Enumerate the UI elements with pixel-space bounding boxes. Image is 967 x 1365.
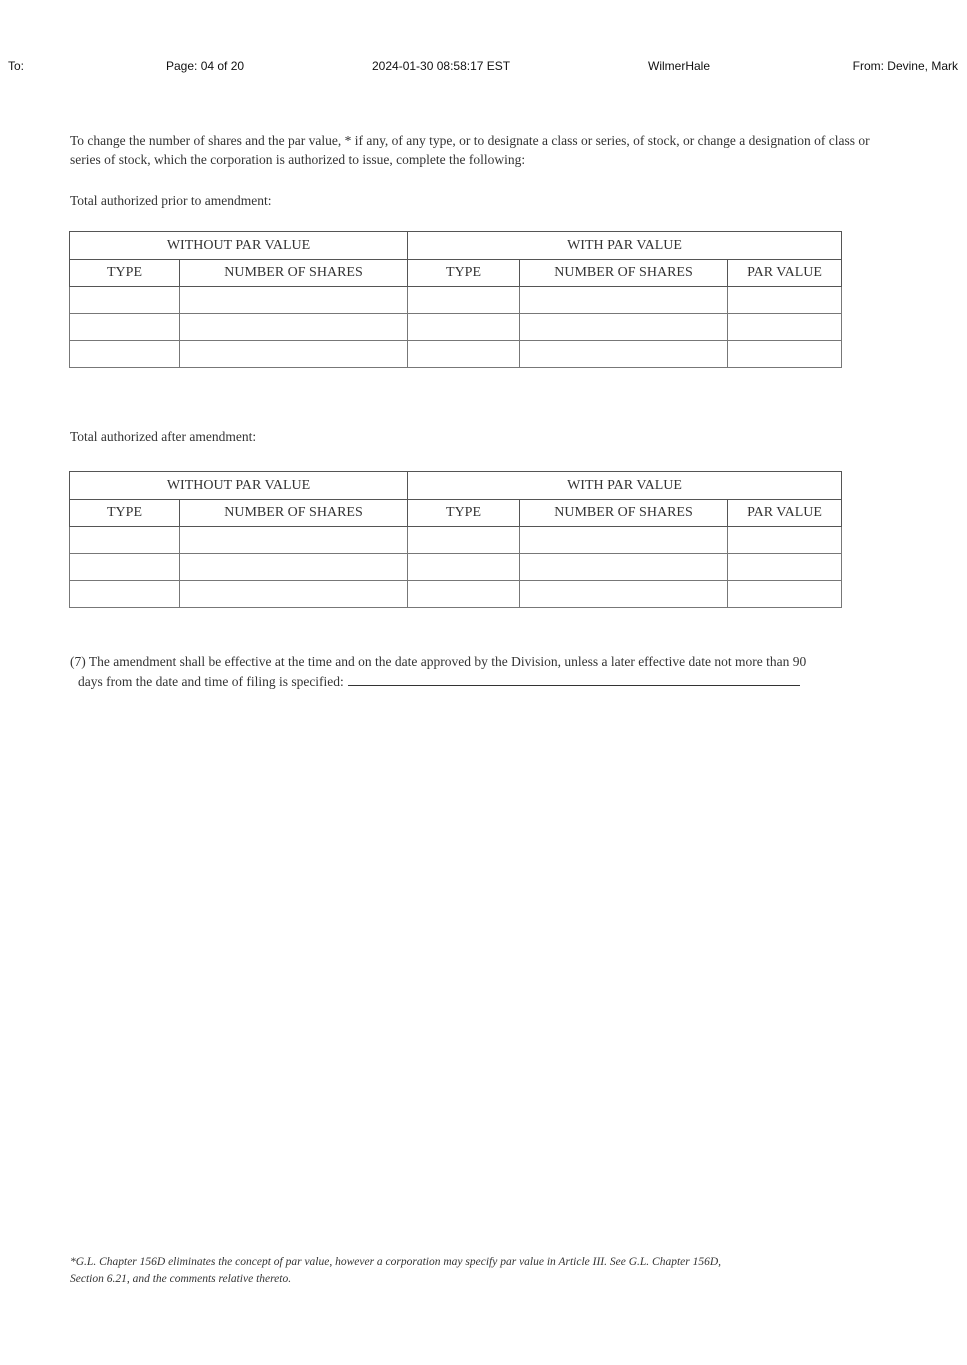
paragraph-7-effective-date [70,652,900,691]
col-type: TYPE [408,260,520,287]
col-number-of-shares: NUMBER OF SHARES [180,500,408,527]
input-cell[interactable] [180,527,408,554]
input-cell[interactable] [70,581,180,608]
col-par-value: PAR VALUE [728,500,842,527]
col-number-of-shares: NUMBER OF SHARES [520,260,728,287]
footnote-line-1: *G.L. Chapter 156D eliminates the concept of par value, however a corporation may specify par value in Article III. See G.L. Chapter 156D, [70,1256,722,1268]
paragraph-7-line-1: (7) The amendment shall be effective at the time and on the date approved by the Division, unless a later effective date not more than 90 [70,654,807,669]
table-row [70,287,842,314]
input-cell[interactable] [520,554,728,581]
input-cell[interactable] [728,554,842,581]
input-cell[interactable] [520,287,728,314]
paragraph-7-line-2: days from the date and time of filing is specified: [78,674,344,689]
footnote [70,1254,830,1288]
input-cell[interactable] [408,581,520,608]
input-cell[interactable] [70,287,180,314]
input-cell[interactable] [180,341,408,368]
input-cell[interactable] [728,287,842,314]
label-after-amendment: Total authorized after amendment: [70,429,257,444]
table-row [70,314,842,341]
input-cell[interactable] [408,314,520,341]
fax-firm: WilmerHale [648,59,711,73]
input-cell[interactable] [728,581,842,608]
header-with-par-value: WITH PAR VALUE [408,232,842,260]
input-cell[interactable] [520,527,728,554]
footnote-line-2: Section 6.21, and the comments relative thereto. [70,1273,292,1285]
input-cell[interactable] [70,554,180,581]
input-cell[interactable] [70,527,180,554]
input-cell[interactable] [70,314,180,341]
header-with-par-value: WITH PAR VALUE [408,472,842,500]
input-cell[interactable] [180,314,408,341]
input-cell[interactable] [180,581,408,608]
input-cell[interactable] [180,287,408,314]
input-cell[interactable] [408,527,520,554]
table-row [70,527,842,554]
col-type: TYPE [408,500,520,527]
fax-datetime: 2024-01-30 08:58:17 EST [372,59,511,73]
shares-table-prior [69,231,842,368]
col-par-value: PAR VALUE [728,260,842,287]
fax-from: From: Devine, Mark [852,59,958,73]
col-type: TYPE [70,500,180,527]
effective-date-blank-field[interactable] [348,671,800,686]
input-cell[interactable] [408,341,520,368]
header-without-par-value: WITHOUT PAR VALUE [70,232,408,260]
input-cell[interactable] [520,581,728,608]
input-cell[interactable] [728,314,842,341]
label-prior-amendment: Total authorized prior to amendment: [70,193,272,208]
paragraph-7-line-2-wrap [70,671,900,691]
fax-to: To: [8,59,25,73]
input-cell[interactable] [408,554,520,581]
fax-header [0,59,967,75]
col-number-of-shares: NUMBER OF SHARES [520,500,728,527]
input-cell[interactable] [180,554,408,581]
input-cell[interactable] [728,527,842,554]
input-cell[interactable] [520,314,728,341]
shares-table-after [69,471,842,608]
input-cell[interactable] [70,341,180,368]
col-type: TYPE [70,260,180,287]
input-cell[interactable] [728,341,842,368]
input-cell[interactable] [520,341,728,368]
col-number-of-shares: NUMBER OF SHARES [180,260,408,287]
input-cell[interactable] [408,287,520,314]
header-without-par-value: WITHOUT PAR VALUE [70,472,408,500]
fax-page-number: Page: 04 of 20 [166,59,245,73]
table-row [70,554,842,581]
table-row [70,341,842,368]
table-row [70,581,842,608]
intro-paragraph: To change the number of shares and the par value, * if any, of any type, or to designate a class or series, of stock, or change a designation of class or series of stock, which the corporation is authorized to issue, complete the following: [70,133,870,167]
